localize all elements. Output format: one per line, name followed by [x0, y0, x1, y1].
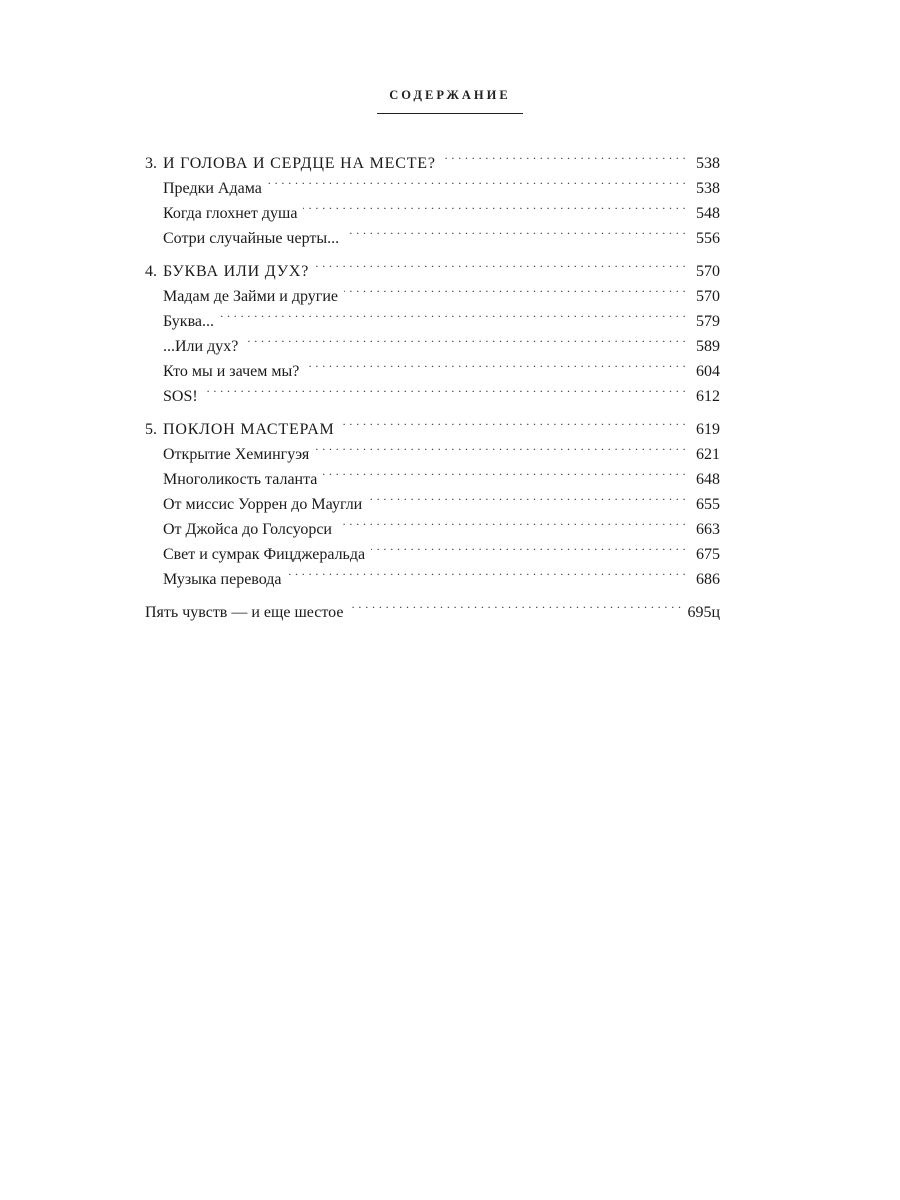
leader-dots — [368, 484, 686, 509]
leader-dots — [288, 559, 686, 584]
page-number: 655 — [696, 496, 720, 513]
page-number: 695ц — [687, 604, 720, 621]
leader-dots — [204, 376, 686, 401]
toc-chapter-row[interactable] — [145, 143, 720, 172]
page-number: 648 — [696, 471, 720, 488]
chapter-title: БУКВА ИЛИ ДУХ? — [163, 263, 310, 280]
entry-title: Музыка перевода — [163, 571, 282, 588]
page-number: 619 — [696, 421, 720, 438]
entry-title: Кто мы и зачем мы? — [163, 363, 300, 380]
entry-title: SOS! — [163, 388, 198, 405]
table-of-contents — [145, 143, 720, 625]
page-number: 570 — [696, 288, 720, 305]
chapter-number: 3. — [145, 155, 157, 172]
page-number: 589 — [696, 338, 720, 355]
entry-title: Когда глохнет душа — [163, 205, 298, 222]
chapter-number: 5. — [145, 421, 157, 438]
page-number: 538 — [696, 180, 720, 197]
toc-entry-row[interactable] — [145, 326, 720, 355]
entry-title: Мадам де Займи и другие — [163, 288, 339, 305]
entry-title: От миссис Уоррен до Маугли — [163, 496, 363, 513]
chapter-title: ПОКЛОН МАСТЕРАМ — [163, 421, 335, 438]
page-number: 612 — [696, 388, 720, 405]
leader-dots — [305, 351, 686, 376]
leader-dots — [303, 193, 686, 218]
entry-title: ...Или дух? — [163, 338, 239, 355]
page-title: СОДЕРЖАНИЕ — [389, 88, 511, 102]
entry-title: Буква... — [163, 313, 215, 330]
page-header — [0, 88, 900, 114]
chapter-title: И ГОЛОВА И СЕРДЦЕ НА МЕСТЕ? — [163, 155, 436, 172]
toc-entry-row[interactable] — [145, 301, 720, 330]
page-number: 663 — [696, 521, 720, 538]
toc-section — [145, 409, 720, 588]
leader-dots — [341, 409, 686, 434]
toc-section — [145, 251, 720, 405]
leader-dots — [344, 276, 686, 301]
page-number: 621 — [696, 446, 720, 463]
page-number: 686 — [696, 571, 720, 588]
leader-dots — [323, 459, 686, 484]
leader-dots — [315, 434, 686, 459]
entry-title: Сотри случайные черты... — [163, 230, 340, 247]
leader-dots — [371, 534, 686, 559]
toc-section — [145, 143, 720, 247]
page-number: 604 — [696, 363, 720, 380]
toc-entry-row[interactable] — [145, 376, 720, 405]
leader-dots — [268, 168, 686, 193]
leader-dots — [345, 218, 686, 243]
page-number: 548 — [696, 205, 720, 222]
page-number: 556 — [696, 230, 720, 247]
entry-title: Свет и сумрак Фицджеральда — [163, 546, 366, 563]
page-number: 538 — [696, 155, 720, 172]
page-number: 579 — [696, 313, 720, 330]
toc-final-row[interactable] — [145, 592, 720, 621]
entry-title: Пять чувств — и еще шестое — [145, 604, 344, 621]
toc-chapter-row[interactable] — [145, 251, 720, 280]
leader-dots — [315, 251, 686, 276]
leader-dots — [349, 592, 681, 617]
entry-title: Многоликость таланта — [163, 471, 318, 488]
page-number: 570 — [696, 263, 720, 280]
page-number: 675 — [696, 546, 720, 563]
leader-dots — [442, 143, 686, 168]
entry-title: Предки Адама — [163, 180, 262, 197]
leader-dots — [244, 326, 686, 351]
entry-title: Открытие Хемингуэя — [163, 446, 310, 463]
chapter-number: 4. — [145, 263, 157, 280]
toc-section-final — [145, 592, 720, 621]
title-rule — [377, 113, 523, 114]
leader-dots — [338, 509, 686, 534]
toc-chapter-row[interactable] — [145, 409, 720, 438]
entry-title: От Джойса до Голсуорси — [163, 521, 332, 538]
leader-dots — [220, 301, 686, 326]
